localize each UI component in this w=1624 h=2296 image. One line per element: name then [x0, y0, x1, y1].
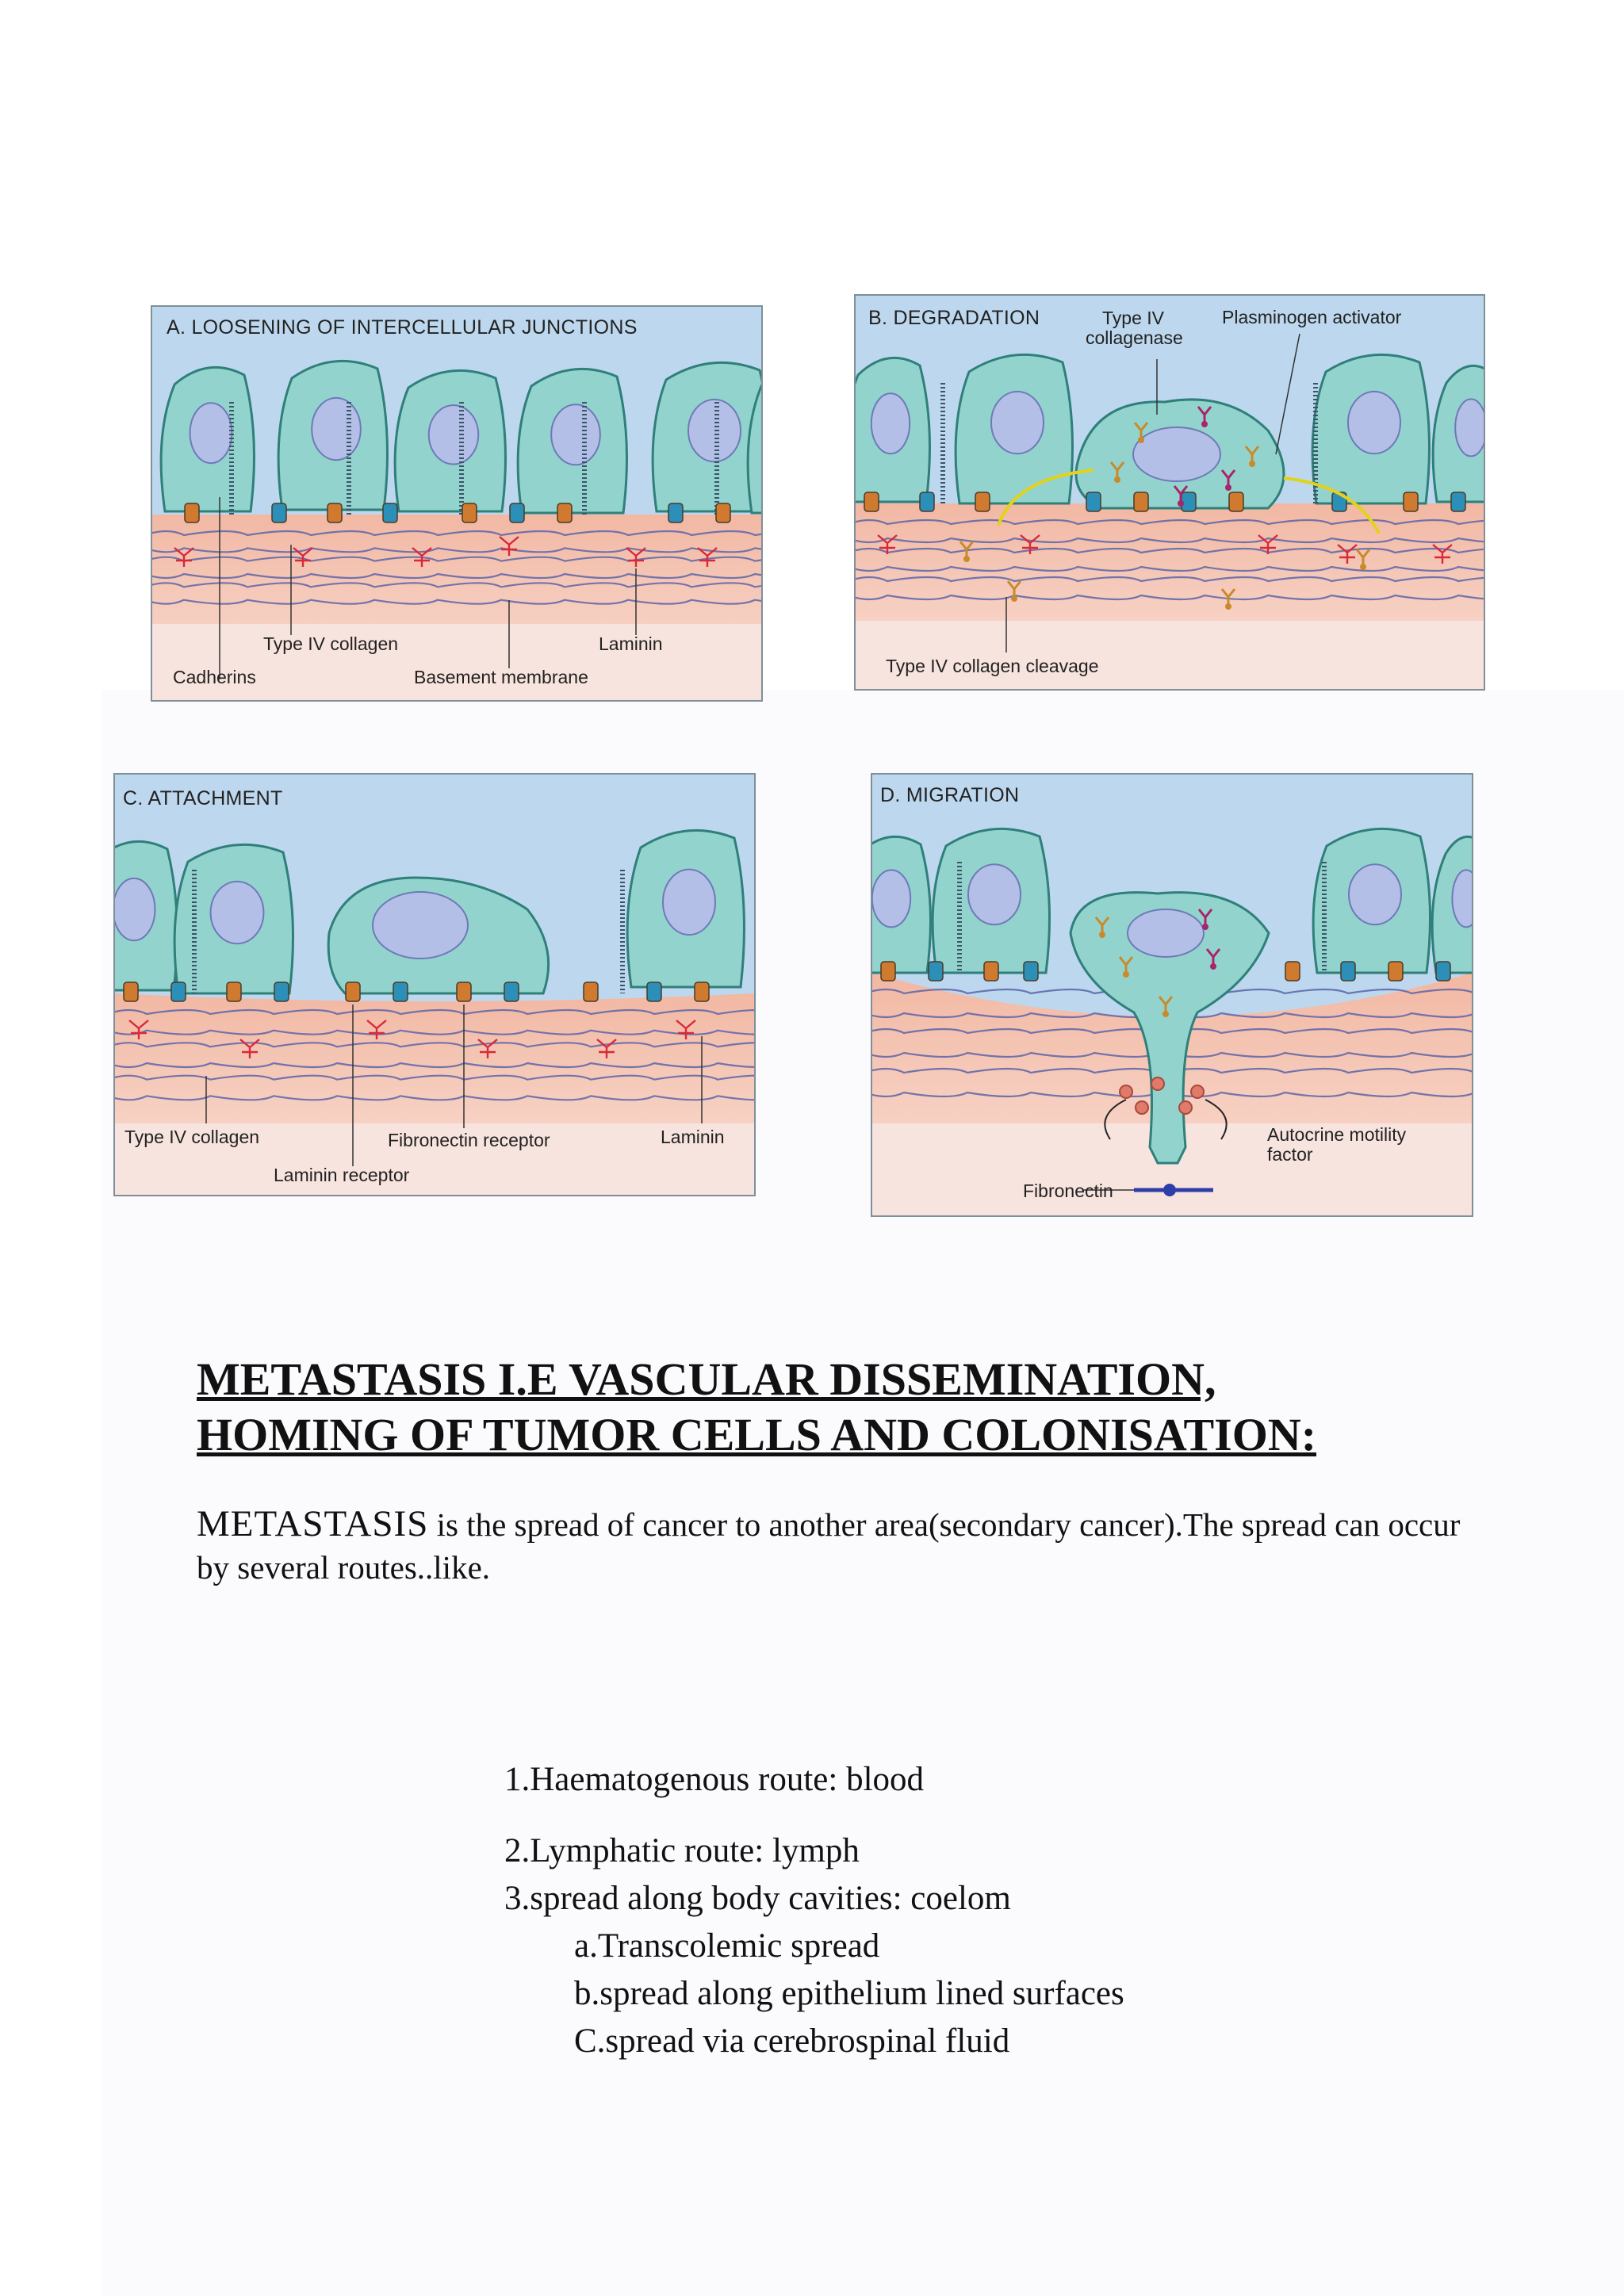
receptor [1134, 492, 1148, 511]
protease-head [1210, 963, 1216, 970]
label-fibronectin-receptor: Fibronectin receptor [388, 1130, 550, 1150]
receptor [274, 982, 289, 1001]
receptor [1086, 492, 1101, 511]
protease-head [1099, 932, 1105, 938]
receptor [647, 982, 661, 1001]
panel-b-illustration [856, 296, 1484, 689]
label-basement-membrane: Basement membrane [414, 667, 588, 687]
sub-route-item: C.spread via cerebrospinal fluid [574, 2022, 1010, 2060]
panel-d-title: D. MIGRATION [880, 784, 1020, 806]
section-heading [197, 1352, 1465, 1463]
nucleus [211, 882, 264, 943]
receptor [864, 492, 879, 511]
protease-head [1249, 461, 1255, 467]
protease-head [1011, 595, 1017, 602]
receptor [1388, 962, 1403, 981]
label-laminin-receptor: Laminin receptor [274, 1165, 410, 1185]
intro-paragraph [197, 1501, 1465, 1588]
label-type-iv-collagen-cleavage: Type IV collagen cleavage [886, 656, 1099, 676]
receptor [227, 982, 241, 1001]
receptor [881, 962, 895, 981]
nucleus [968, 864, 1021, 924]
heading-line-1: METASTASIS I.E VASCULAR DISSEMINATION, [197, 1353, 1216, 1405]
nucleus [872, 870, 910, 927]
receptor [1451, 492, 1465, 511]
receptor [1436, 962, 1450, 981]
receptor [1285, 962, 1300, 981]
panel-migration [871, 773, 1473, 1217]
protease-head [1225, 484, 1231, 491]
receptor [171, 982, 186, 1001]
protease-head [1114, 476, 1120, 483]
receptor [716, 503, 730, 522]
receptor [1404, 492, 1418, 511]
protease-head [1123, 971, 1129, 978]
nucleus [1455, 399, 1484, 456]
intro-lead-term: METASTASIS [197, 1503, 429, 1544]
receptor [668, 503, 683, 522]
label-type-iv-collagen: Type IV collagen [263, 633, 399, 654]
receptor [920, 492, 934, 511]
receptor [1341, 962, 1355, 981]
routes-list [504, 1756, 1456, 2065]
nucleus [663, 870, 715, 935]
protease-head [1138, 437, 1144, 443]
receptor [185, 503, 199, 522]
panel-degradation [854, 294, 1485, 691]
route-item: 1.Haematogenous route: blood [504, 1761, 925, 1798]
receptor [272, 503, 286, 522]
nucleus [871, 393, 910, 453]
protease-head [1225, 603, 1231, 610]
panel-loosening [151, 305, 763, 702]
label-laminin: Laminin [661, 1127, 725, 1147]
nucleus [1133, 427, 1220, 481]
receptor [584, 982, 598, 1001]
motility-factor-particle [1136, 1101, 1148, 1114]
receptor [462, 503, 477, 522]
receptor [929, 962, 943, 981]
receptor [327, 503, 342, 522]
protease-head [1202, 924, 1208, 930]
membrane-lower-zone [856, 621, 1484, 689]
nucleus [991, 392, 1044, 453]
label-autocrine-motility-factor: Autocrine motility factor [1267, 1124, 1407, 1165]
receptor [504, 982, 519, 1001]
nucleus [312, 398, 361, 460]
panel-a-illustration [152, 307, 761, 700]
receptor [975, 492, 990, 511]
panel-b-title: B. DEGRADATION [868, 307, 1040, 329]
motility-factor-particle [1151, 1077, 1164, 1090]
nucleus [1348, 392, 1400, 453]
receptor [383, 503, 397, 522]
panel-c-title: C. ATTACHMENT [123, 787, 283, 809]
motility-factor-particle [1120, 1085, 1132, 1098]
protease-head [1178, 500, 1184, 507]
protease-head [1360, 564, 1366, 570]
motility-factor-particle [1179, 1101, 1192, 1114]
fibronectin-node [1163, 1184, 1176, 1196]
panel-attachment [113, 773, 756, 1196]
sub-route-item: b.spread along epithelium lined surfaces [574, 1975, 1124, 2012]
label-cadherins: Cadherins [173, 667, 256, 687]
label-type-iv-collagenase: Type IV collagenase [1086, 308, 1183, 349]
receptor [1024, 962, 1038, 981]
label-type-iv-collagen: Type IV collagen [124, 1127, 260, 1147]
route-item: 3.spread along body cavities: coelom [504, 1880, 1011, 1917]
receptor [1182, 492, 1196, 511]
heading-line-2: HOMING OF TUMOR CELLS AND COLONISATION: [197, 1409, 1317, 1461]
receptor [557, 503, 572, 522]
receptor [984, 962, 998, 981]
nucleus [551, 404, 600, 465]
sub-route-item: a.Transcolemic spread [574, 1927, 880, 1965]
receptor [1229, 492, 1243, 511]
nucleus [1128, 909, 1204, 957]
label-plasminogen-activator: Plasminogen activator [1222, 307, 1402, 327]
motility-factor-particle [1191, 1085, 1204, 1098]
receptor [695, 982, 709, 1001]
receptor [393, 982, 408, 1001]
nucleus [373, 892, 468, 959]
label-fibronectin: Fibronectin [1023, 1181, 1113, 1201]
protease-head [1162, 1011, 1169, 1017]
protease-head [963, 556, 970, 562]
membrane-lower-zone [152, 624, 761, 700]
intro-text: is the spread of cancer to another area(secondary cancer).The spread can occur by several routes..like. [197, 1506, 1461, 1586]
nucleus [1349, 864, 1401, 924]
protease-head [1201, 421, 1208, 427]
receptor [510, 503, 524, 522]
nucleus [429, 405, 478, 464]
route-item: 2.Lymphatic route: lymph [504, 1832, 860, 1869]
nucleus [190, 403, 232, 463]
label-laminin: Laminin [599, 633, 663, 654]
receptor [457, 982, 471, 1001]
receptor [346, 982, 360, 1001]
nucleus [115, 878, 155, 940]
panel-a-title: A. LOOSENING OF INTERCELLULAR JUNCTIONS [167, 316, 638, 339]
receptor [124, 982, 138, 1001]
